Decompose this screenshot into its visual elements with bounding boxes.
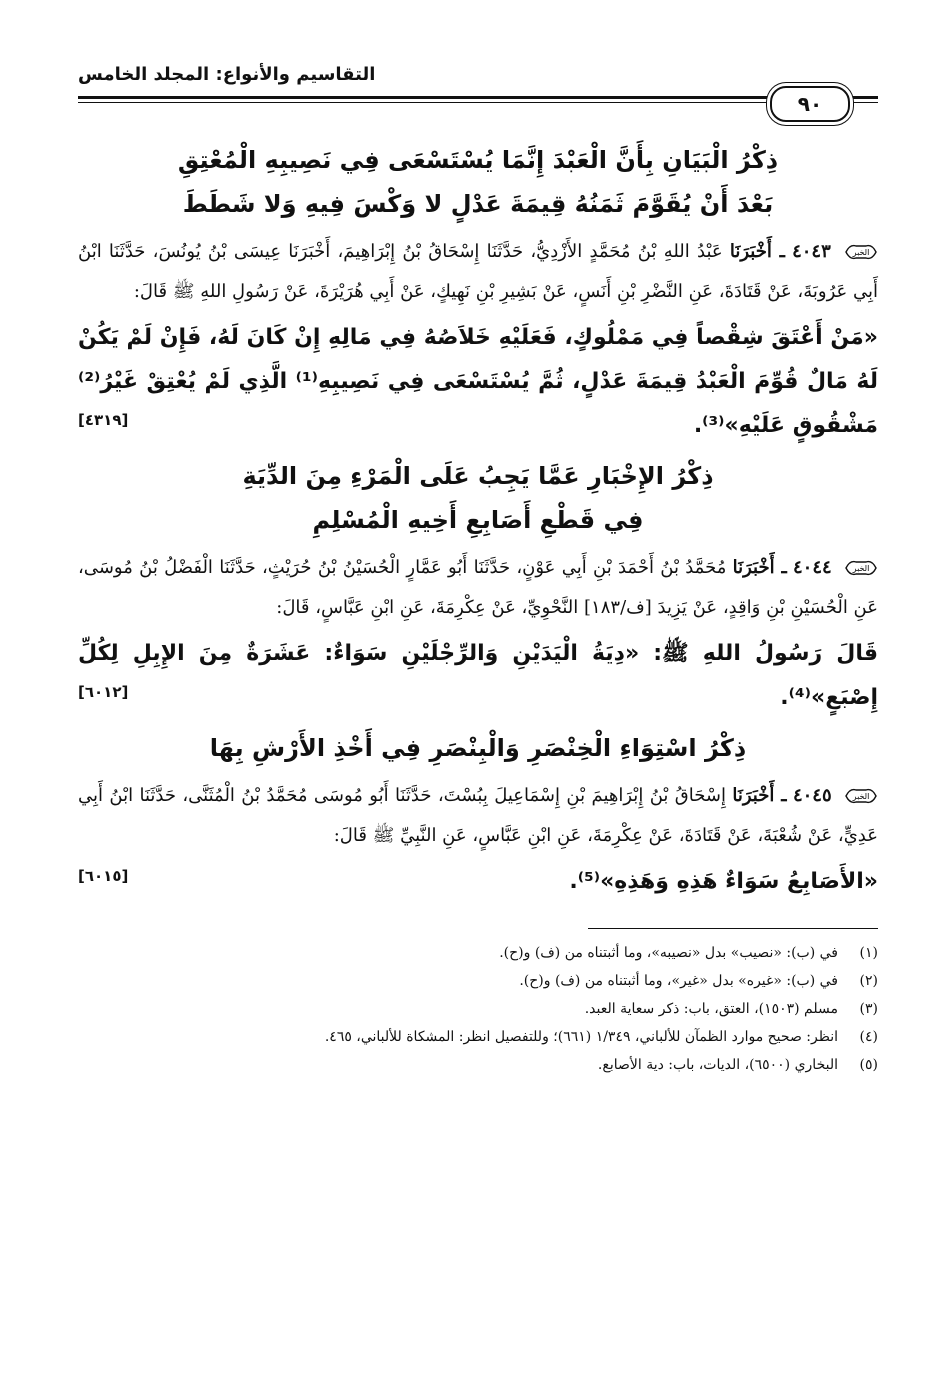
footnote-number: (٢): [859, 973, 878, 989]
footnote: [78, 967, 878, 995]
page-number: ٩٠: [770, 86, 850, 122]
khabar-badge-icon: [844, 242, 878, 262]
hadith-matn: [78, 860, 878, 904]
matn-text: «مَنْ أَعْتَقَ شِقْصاً فِي مَمْلُوكٍ، فَعَلَيْهِ خَلاَصُهُ فِي مَالِهِ إِنْ كَانَ لَهُ، فَإِنْ لَمْ يَكُنْ لَهُ مَالٌ قُوِّمَ الْعَبْدُ قِيمَةَ عَدْلٍ، ثُمَّ يُسْتَسْعَى فِي نَصِيبِهِ⁽¹⁾ الَّذِي لَمْ يُعْتِقْ غَيْرُ⁽²⁾ مَشْقُوقٍ عَلَيْهِ»⁽³⁾.: [78, 325, 879, 438]
footnote-text: في (ب): «نصيب» بدل «نصيبه»، وما أثبتناه من (ف) و(ح).: [499, 945, 838, 961]
hadith-reference: [٦٠١٢]: [78, 683, 129, 701]
footnote-text: انظر: صحيح موارد الظمآن للألباني، ١/٣٤٩ (٦٦١)؛ وللتفصيل انظر: المشكاة للألباني، ٤٦٥.: [324, 1029, 838, 1045]
footnote-number: (١): [859, 945, 878, 961]
heading-line: ذِكْرُ اسْتِوَاءِ الْخِنْصَرِ وَالْبِنْصَرِ فِي أَخْذِ الأَرْشِ بِهَا: [209, 734, 747, 762]
hadith-reference: [٤٣١٩]: [78, 411, 129, 429]
header-rule: [78, 96, 878, 99]
akhbarana-label: أَخْبَرَنَا: [732, 557, 775, 578]
hadith-matn: [78, 632, 878, 720]
footnote: [78, 1023, 878, 1051]
svg-text:الخبر: الخبر: [852, 792, 870, 801]
running-header: [78, 60, 878, 132]
matn-text: «الأَصَابِعُ سَوَاءٌ هَذِهِ وَهَذِهِ»⁽⁵⁾.: [569, 869, 878, 894]
svg-text:الخبر: الخبر: [852, 564, 870, 573]
section: [78, 726, 878, 904]
footnote-text: البخاري (٦٥٠٠)، الديات، باب: دية الأصابع.: [597, 1057, 838, 1073]
akhbarana-label: أَخْبَرَنَا: [729, 241, 772, 262]
heading-line: ذِكْرُ الْبَيَانِ بِأَنَّ الْعَبْدَ إِنَّمَا يُسْتَسْعَى فِي نَصِيبِهِ الْمُعْتِقِ: [177, 146, 779, 174]
hadith-number: ٤٠٤٣: [792, 241, 831, 262]
footnote: [78, 1051, 878, 1079]
footnote: [78, 995, 878, 1023]
heading-line: ذِكْرُ الإِخْبَارِ عَمَّا يَجِبُ عَلَى الْمَرْءِ مِنَ الدِّيَةِ: [242, 462, 714, 490]
section-heading: [78, 726, 878, 770]
khabar-badge-icon: [844, 558, 878, 578]
footnotes: [78, 939, 878, 1079]
footnote-separator: [588, 928, 878, 929]
heading-line: فِي قَطْعِ أَصَابِعِ أَخِيهِ الْمُسْلِمِ: [312, 506, 644, 534]
footnote-number: (٣): [859, 1001, 878, 1017]
khabar-badge-icon: [844, 786, 878, 806]
hadith-isnad: الخبر ٤٠٤٤ ـ أَخْبَرَنَا مُحَمَّدُ بْنُ أَحْمَدَ بْنِ أَبِي عَوْنٍ، حَدَّثَنَا أَبُو عَمَّارٍ الْحُسَيْنُ بْنُ حُرَيْثٍ، حَدَّثَنَا الْفَضْلُ بْنُ مُوسَى، عَنِ الْحُسَيْنِ بْنِ وَاقِدٍ، عَنْ يَزِيدَ [ف/١٨٣] النَّحْوِيِّ، عَنْ عِكْرِمَةَ، عَنِ ابْنِ عَبَّاسٍ، قَالَ:: [78, 557, 878, 618]
hadith-reference: [٦٠١٥]: [78, 867, 129, 885]
footnote-text: مسلم (١٥٠٣)، العتق، باب: ذكر سعاية العبد.: [584, 1001, 838, 1017]
isnad-text: عَبْدُ اللهِ بْنُ مُحَمَّدٍ الأَزْدِيُّ، حَدَّثَنَا إِسْحَاقُ بْنُ إِبْرَاهِيمَ، أَخْبَرَنَا عِيسَى بْنُ يُونُسَ، حَدَّثَنَا ابْنُ أَبِي عَرُوبَةَ، عَنْ قَتَادَةَ، عَنِ النَّضْرِ بْنِ أَنَسٍ، عَنْ بَشِيرِ بْنِ نَهِيكٍ، عَنْ أَبِي هُرَيْرَةَ، عَنْ رَسُولِ اللهِ ﷺ قَالَ:: [78, 241, 878, 302]
hadith-number: ٤٠٤٥: [792, 785, 832, 806]
section-heading: [78, 454, 878, 542]
footnote-number: (٥): [859, 1057, 878, 1073]
footnote-number: (٤): [859, 1029, 878, 1045]
matn-text: قَالَ رَسُولُ اللهِ ﷺ: «دِيَةُ الْيَدَيْنِ وَالرِّجْلَيْنِ سَوَاءٌ: عَشَرَةٌ مِنَ الإِبِلِ لِكُلِّ إِصْبَعٍ»⁽⁴⁾.: [78, 641, 878, 710]
heading-line: بَعْدَ أَنْ يُقَوَّمَ ثَمَنُهُ قِيمَةَ عَدْلٍ لا وَكْسَ فِيهِ وَلا شَطَطَ: [182, 190, 774, 218]
book-page: [78, 60, 878, 1079]
hadith-isnad: الخبر ٤٠٤٥ ـ أَخْبَرَنَا إِسْحَاقُ بْنُ إِبْرَاهِيمَ بْنِ إِسْمَاعِيلَ بِبُسْتَ، حَدَّثَنَا أَبُو مُوسَى مُحَمَّدُ بْنُ الْمُثَنَّى، حَدَّثَنَا ابْنُ أَبِي عَدِيٍّ، عَنْ شُعْبَةَ، عَنْ قَتَادَةَ، عَنْ عِكْرِمَةَ، عَنِ ابْنِ عَبَّاسٍ، عَنِ النَّبِيِّ ﷺ قَالَ:: [78, 785, 878, 846]
hadith-number: ٤٠٤٤: [793, 557, 832, 578]
isnad-text: إِسْحَاقُ بْنُ إِبْرَاهِيمَ بْنِ إِسْمَاعِيلَ بِبُسْتَ، حَدَّثَنَا أَبُو مُوسَى مُحَمَّدُ بْنُ الْمُثَنَّى، حَدَّثَنَا ابْنُ أَبِي عَدِيٍّ، عَنْ شُعْبَةَ، عَنْ قَتَادَةَ، عَنْ عِكْرِمَةَ، عَنِ ابْنِ عَبَّاسٍ، عَنِ النَّبِيِّ ﷺ قَالَ:: [78, 785, 878, 846]
running-title: التقاسيم والأنواع: المجلد الخامس: [78, 64, 376, 85]
section: [78, 454, 878, 720]
svg-text:الخبر: الخبر: [852, 248, 870, 257]
section: [78, 138, 878, 448]
header-rule-thin: [78, 102, 878, 103]
akhbarana-label: أَخْبَرَنَا: [732, 785, 775, 806]
footnote-text: في (ب): «غيره» بدل «غير»، وما أثبتناه من (ف) و(ح).: [519, 973, 838, 989]
hadith-isnad: الخبر ٤٠٤٣ ـ أَخْبَرَنَا عَبْدُ اللهِ بْنُ مُحَمَّدٍ الأَزْدِيُّ، حَدَّثَنَا إِسْحَاقُ بْنُ إِبْرَاهِيمَ، أَخْبَرَنَا عِيسَى بْنُ يُونُسَ، حَدَّثَنَا ابْنُ أَبِي عَرُوبَةَ، عَنْ قَتَادَةَ، عَنِ النَّضْرِ بْنِ أَنَسٍ، عَنْ بَشِيرِ بْنِ نَهِيكٍ، عَنْ أَبِي هُرَيْرَةَ، عَنْ رَسُولِ اللهِ ﷺ قَالَ:: [78, 241, 878, 302]
footnote: [78, 939, 878, 967]
hadith-matn: [78, 316, 878, 448]
isnad-text: مُحَمَّدُ بْنُ أَحْمَدَ بْنِ أَبِي عَوْنٍ، حَدَّثَنَا أَبُو عَمَّارٍ الْحُسَيْنُ بْنُ حُرَيْثٍ، حَدَّثَنَا الْفَضْلُ بْنُ مُوسَى، عَنِ الْحُسَيْنِ بْنِ وَاقِدٍ، عَنْ يَزِيدَ [ف/١٨٣] النَّحْوِيِّ، عَنْ عِكْرِمَةَ، عَنِ ابْنِ عَبَّاسٍ، قَالَ:: [78, 557, 878, 618]
section-heading: [78, 138, 878, 226]
